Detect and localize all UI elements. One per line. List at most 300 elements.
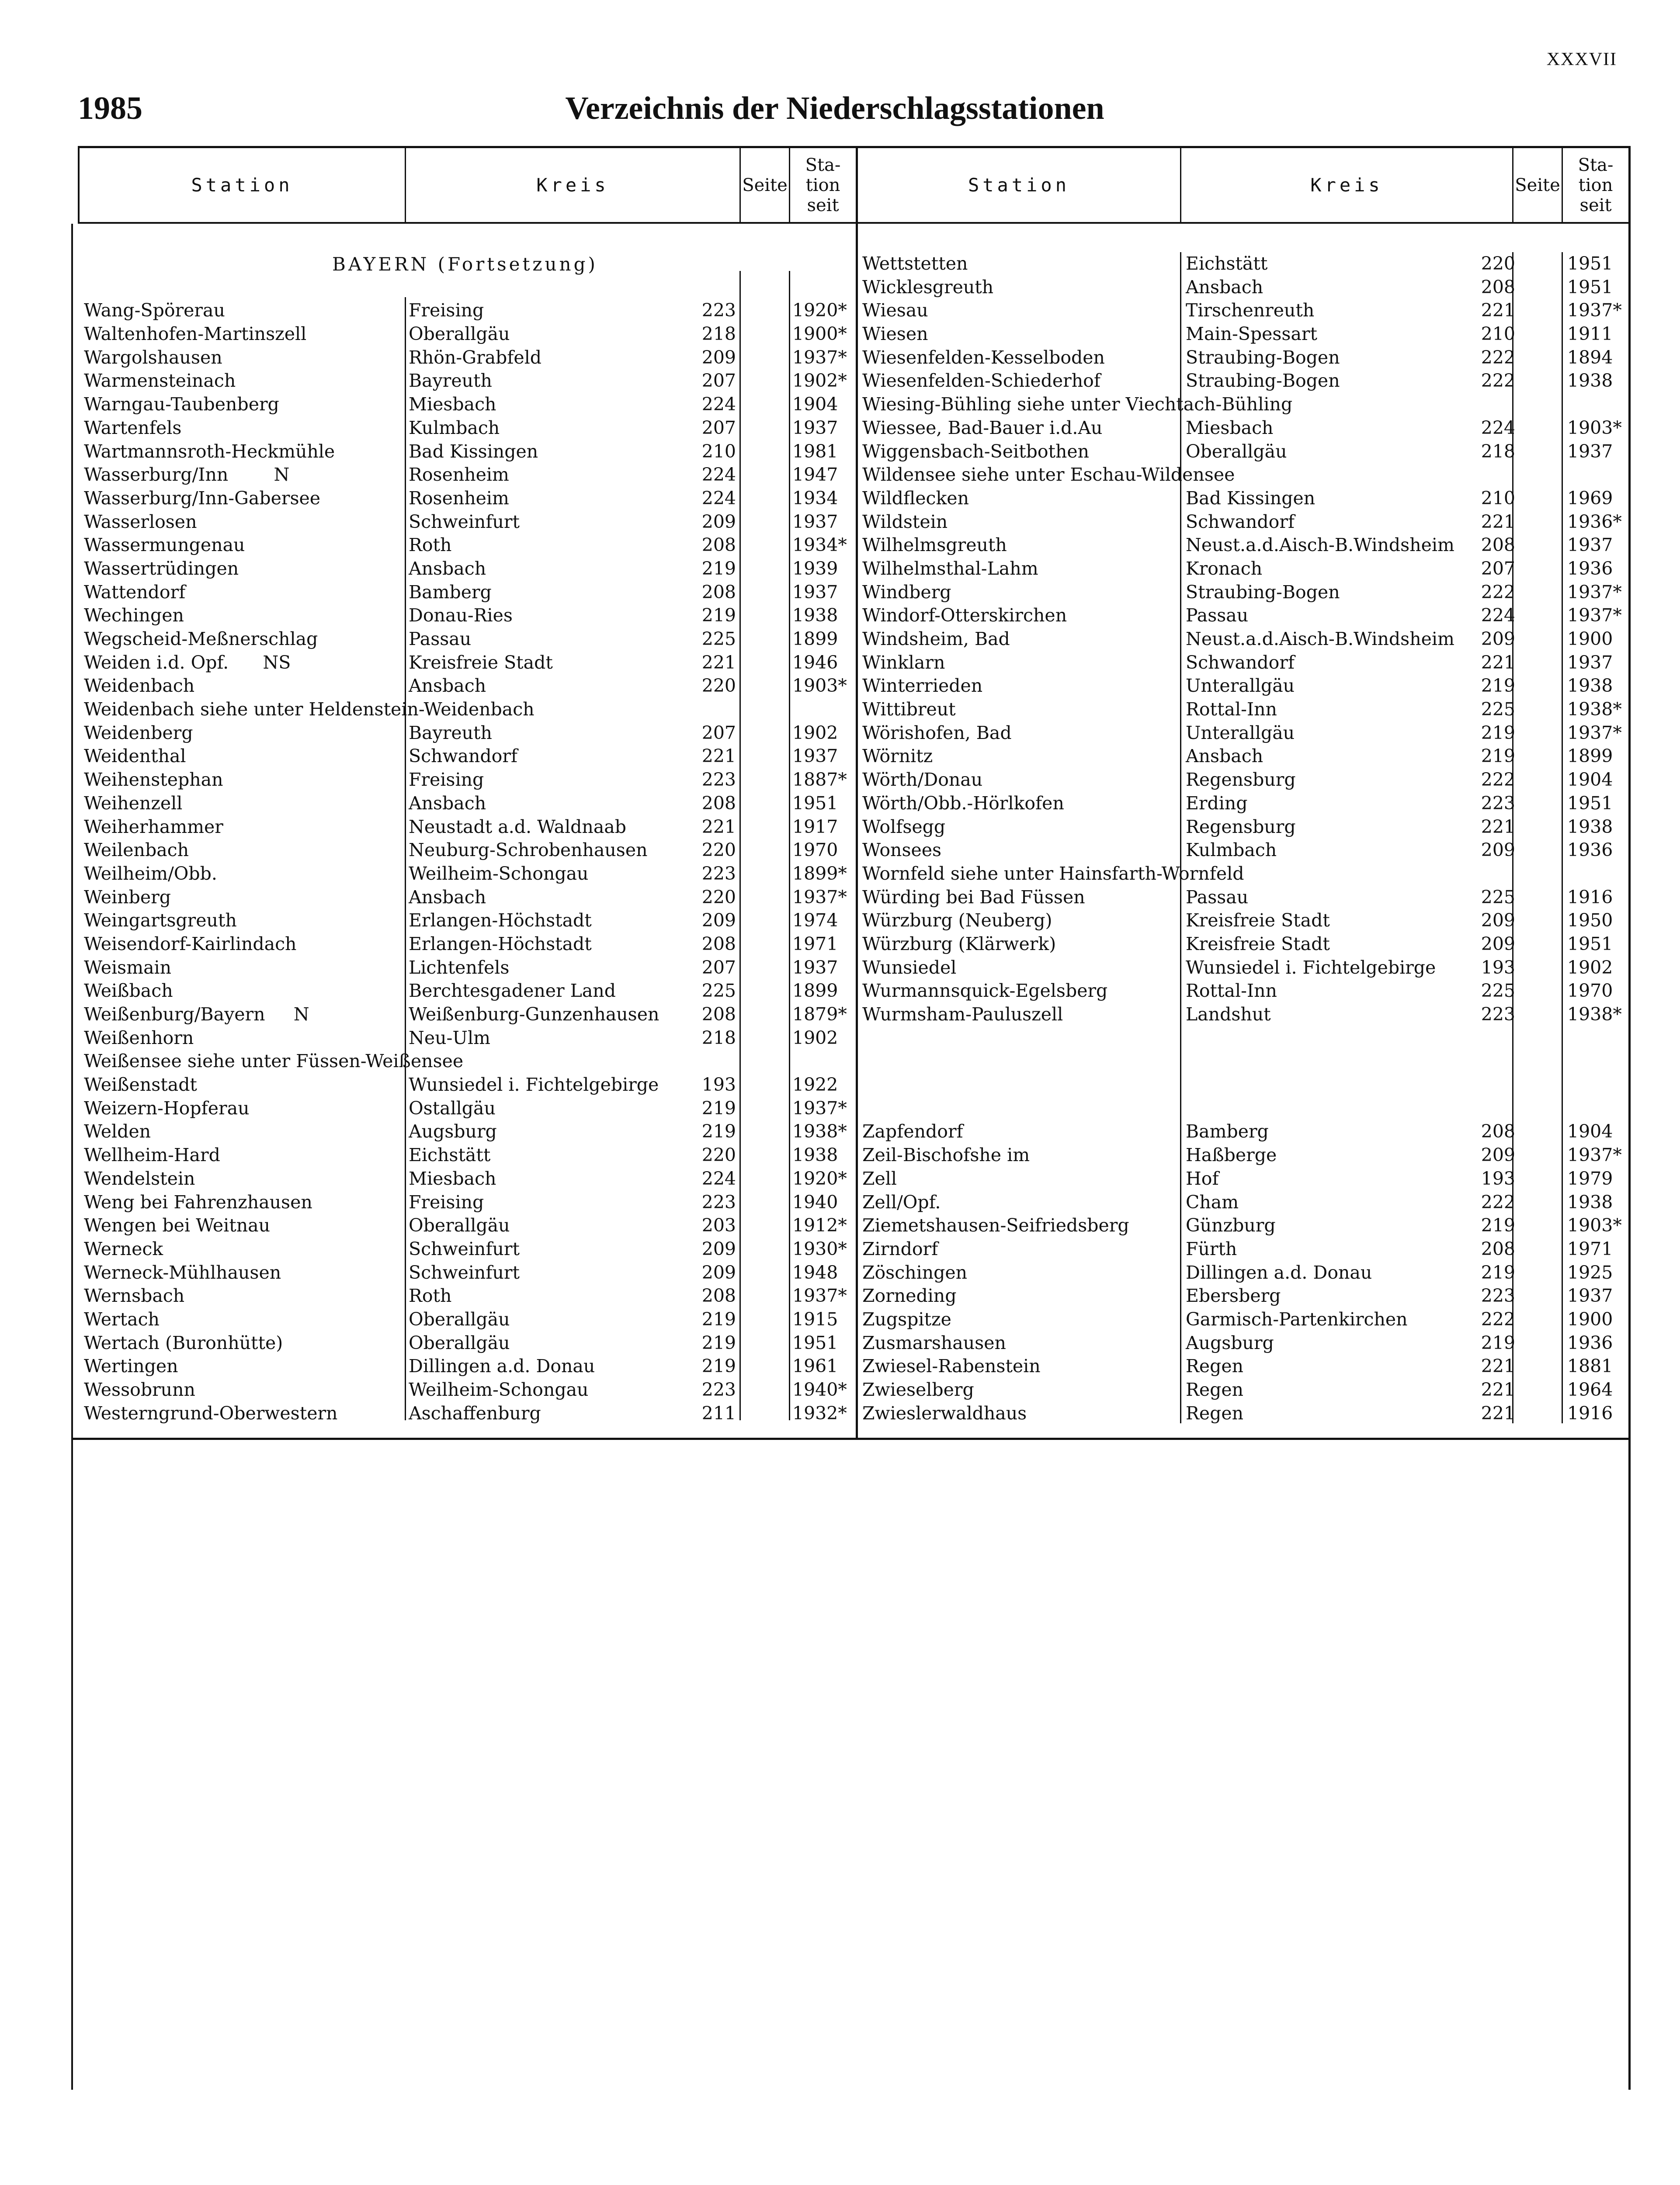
station-since-year: 1904	[1567, 1121, 1613, 1142]
table-row	[80, 1308, 856, 1332]
station-name: Wiessee, Bad-Bauer i.d.Au	[862, 417, 1103, 438]
station-since-year: 1937*	[792, 1097, 847, 1119]
station-since-year: 1948	[792, 1262, 838, 1283]
kreis-name: Donau-Ries	[409, 605, 513, 626]
seite-number: 219	[701, 1308, 736, 1330]
table-row	[80, 721, 856, 745]
seite-number: 221	[1481, 1402, 1515, 1424]
seite-number: 220	[701, 1145, 736, 1166]
seite-number: 225	[701, 628, 736, 649]
station-since-year: 1934	[792, 487, 838, 509]
table-row	[858, 979, 1628, 1003]
kreis-name: Dillingen a.d. Donau	[409, 1356, 595, 1377]
table-row	[858, 1073, 1628, 1097]
table-row	[80, 1050, 856, 1073]
station-since-year: 1920*	[792, 300, 847, 321]
seite-number: 221	[701, 652, 736, 673]
seite-number: 208	[701, 581, 736, 603]
station-since-year: 1937	[1567, 1285, 1613, 1307]
station-name: Weißenburg/Bayern N	[84, 1004, 309, 1025]
seite-number: 223	[1481, 792, 1515, 814]
kreis-name: Weißenburg-Gunzenhausen	[409, 1004, 660, 1025]
seite-number: 210	[1481, 323, 1515, 345]
table-row	[858, 886, 1628, 909]
year-label: 1985	[78, 90, 142, 126]
kreis-name: Oberallgäu	[409, 1332, 510, 1353]
kreis-name: Hof	[1186, 1168, 1219, 1189]
seite-number: 209	[701, 511, 736, 532]
header-seite-left: Seite	[742, 175, 788, 195]
seite-number: 208	[701, 1285, 736, 1307]
seite-number: 219	[1481, 675, 1515, 697]
station-since-year: 1950	[1567, 910, 1613, 931]
station-name: Weißbach	[84, 980, 173, 1002]
station-name: Weidenberg	[84, 722, 193, 743]
seite-number: 221	[701, 746, 736, 767]
station-since-year: 1970	[1567, 980, 1613, 1002]
station-name: Zöschingen	[862, 1262, 968, 1283]
seite-number: 224	[701, 487, 736, 509]
table-row	[858, 1167, 1628, 1191]
seite-number: 225	[701, 980, 736, 1002]
station-since-year: 1894	[1567, 347, 1613, 368]
seite-number: 222	[1481, 347, 1515, 368]
seite-number: 209	[1481, 1145, 1515, 1166]
station-since-year: 1938	[792, 1145, 838, 1166]
seite-number: 220	[701, 839, 736, 861]
seite-number: 209	[1481, 628, 1515, 649]
station-since-year: 1937*	[792, 886, 847, 908]
station-since-year: 1936	[1567, 1332, 1613, 1353]
seite-number: 225	[1481, 886, 1515, 908]
seite-number: 207	[701, 370, 736, 392]
seite-number: 220	[701, 886, 736, 908]
table-row	[80, 1027, 856, 1050]
station-name: Wertingen	[84, 1356, 178, 1377]
station-since-year: 1887*	[792, 769, 847, 791]
kreis-name: Augsburg	[409, 1121, 497, 1142]
table-row	[80, 651, 856, 675]
station-since-year: 1911	[1567, 323, 1613, 345]
station-name: Winterrieden	[862, 675, 983, 697]
table-row	[858, 369, 1628, 393]
cross-reference-text: Wildensee siehe unter Eschau-Wildensee	[862, 464, 1235, 486]
kreis-name: Schwandorf	[1186, 652, 1295, 673]
station-name: Wittibreut	[862, 699, 956, 720]
seite-number: 223	[701, 769, 736, 791]
station-since-year: 1937*	[1567, 581, 1622, 603]
kreis-name: Schweinfurt	[409, 511, 520, 532]
kreis-name: Neuburg-Schrobenhausen	[409, 839, 648, 861]
station-name: Wertach	[84, 1308, 160, 1330]
seite-number: 208	[701, 534, 736, 556]
kreis-name: Rosenheim	[409, 487, 509, 509]
table-row	[80, 1402, 856, 1425]
table-row	[858, 463, 1628, 487]
seite-number: 210	[701, 440, 736, 462]
station-name: Wolfsegg	[862, 816, 946, 837]
station-since-year: 1937*	[1567, 605, 1622, 626]
seite-number: 221	[1481, 1379, 1515, 1400]
kreis-name: Miesbach	[409, 1168, 496, 1189]
page-title: Verzeichnis der Niederschlagsstationen	[565, 90, 1104, 126]
kreis-name: Neust.a.d.Aisch-B.Windsheim	[1186, 534, 1454, 556]
station-name: Wiesau	[862, 300, 928, 321]
table-row	[80, 979, 856, 1003]
table-row	[858, 393, 1628, 416]
table-row	[80, 1144, 856, 1167]
station-since-year: 1937	[1567, 440, 1613, 462]
kreis-name: Ansbach	[409, 558, 486, 579]
kreis-name: Haßberge	[1186, 1145, 1277, 1166]
table-row	[80, 252, 856, 276]
kreis-name: Regen	[1186, 1379, 1244, 1400]
kreis-name: Rottal-Inn	[1186, 699, 1277, 720]
station-name: Windberg	[862, 581, 951, 603]
kreis-name: Kreisfreie Stadt	[1186, 933, 1330, 954]
seite-number: 209	[701, 910, 736, 931]
seite-number: 208	[1481, 534, 1515, 556]
station-since-year: 1900*	[792, 323, 847, 345]
kreis-name: Ebersberg	[1186, 1285, 1281, 1307]
kreis-name: Augsburg	[1186, 1332, 1274, 1353]
cross-reference-text: Weidenbach siehe unter Heldenstein-Weidenbach	[84, 699, 535, 720]
table-row	[858, 1191, 1628, 1214]
table-row	[858, 815, 1628, 839]
station-name: Wiggensbach-Seitbothen	[862, 440, 1090, 462]
table-row	[80, 1003, 856, 1027]
table-row	[80, 792, 856, 815]
kreis-name: Straubing-Bogen	[1186, 347, 1340, 368]
seite-number: 218	[701, 1027, 736, 1048]
seite-number: 224	[701, 1168, 736, 1189]
kreis-name: Kreisfreie Stadt	[409, 652, 553, 673]
table-row	[80, 1191, 856, 1214]
station-name: Wilhelmsthal-Lahm	[862, 558, 1038, 579]
kreis-name: Rosenheim	[409, 464, 509, 486]
seite-number: 209	[1481, 933, 1515, 954]
table-row	[80, 604, 856, 628]
table-row	[80, 933, 856, 956]
kreis-name: Wunsiedel i. Fichtelgebirge	[409, 1074, 659, 1096]
seite-number: 207	[1481, 558, 1515, 579]
station-name: Wettstetten	[862, 253, 968, 274]
station-since-year: 1946	[792, 652, 838, 673]
kreis-name: Bad Kissingen	[409, 440, 538, 462]
station-name: Würzburg (Neuberg)	[862, 910, 1052, 931]
station-name: Wörth/Obb.-Hörlkofen	[862, 792, 1064, 814]
station-since-year: 1915	[792, 1308, 838, 1330]
seite-number: 208	[1481, 1238, 1515, 1259]
seite-number: 223	[1481, 1004, 1515, 1025]
table-row	[80, 1214, 856, 1238]
station-name: Weidenbach	[84, 675, 195, 697]
table-row	[858, 839, 1628, 862]
table-row	[858, 1050, 1628, 1073]
table-row	[80, 909, 856, 933]
station-since-year: 1981	[792, 440, 838, 462]
station-since-year: 1902	[1567, 957, 1613, 978]
kreis-name: Aschaffenburg	[409, 1402, 541, 1424]
table-row	[858, 1308, 1628, 1332]
station-name: Wasserburg/Inn-Gabersee	[84, 487, 321, 509]
station-name: Wurmsham-Pauluszell	[862, 1004, 1063, 1025]
table-row	[858, 299, 1628, 323]
station-since-year: 1951	[1567, 276, 1613, 298]
station-name: Windorf-Otterskirchen	[862, 605, 1067, 626]
table-row	[80, 1284, 856, 1308]
table-row	[858, 933, 1628, 956]
kreis-name: Günzburg	[1186, 1215, 1276, 1236]
cross-reference-text: Wornfeld siehe unter Hainsfarth-Wornfeld	[862, 863, 1244, 884]
table-row	[80, 1355, 856, 1378]
station-since-year: 1938	[1567, 1191, 1613, 1213]
station-name: Wattendorf	[84, 581, 186, 603]
seite-number: 223	[701, 863, 736, 884]
header-station-seit-right: Sta- tion seit	[1578, 155, 1614, 215]
kreis-name: Bamberg	[409, 581, 492, 603]
station-since-year: 1934*	[792, 534, 847, 556]
seite-number: 222	[1481, 581, 1515, 603]
station-since-year: 1937*	[1567, 1145, 1622, 1166]
seite-number: 223	[701, 300, 736, 321]
seite-number: 211	[701, 1402, 736, 1424]
kreis-name: Straubing-Bogen	[1186, 581, 1340, 603]
kreis-name: Schweinfurt	[409, 1262, 520, 1283]
station-name: Wengen bei Weitnau	[84, 1215, 270, 1236]
station-name: Zwieslerwaldhaus	[862, 1402, 1027, 1424]
kreis-name: Fürth	[1186, 1238, 1237, 1259]
station-name: Werneck	[84, 1238, 163, 1259]
station-name: Wasserburg/Inn N	[84, 464, 290, 486]
kreis-name: Neu-Ulm	[409, 1027, 490, 1048]
seite-number: 223	[701, 1191, 736, 1213]
kreis-name: Erlangen-Höchstadt	[409, 910, 592, 931]
station-since-year: 1969	[1567, 487, 1613, 509]
table-row	[858, 862, 1628, 886]
station-name: Weißenhorn	[84, 1027, 194, 1048]
table-row	[858, 1214, 1628, 1238]
station-name: Zapfendorf	[862, 1121, 963, 1142]
header-kreis-left: Kreis	[536, 174, 609, 196]
station-name: Wendelstein	[84, 1168, 195, 1189]
station-since-year: 1881	[1567, 1356, 1613, 1377]
left-station-list	[80, 252, 856, 1425]
kreis-name: Eichstätt	[1186, 253, 1268, 274]
station-name: Weismain	[84, 957, 172, 978]
seite-number: 209	[1481, 910, 1515, 931]
seite-number: 220	[701, 675, 736, 697]
table-row	[858, 1120, 1628, 1144]
kreis-name: Roth	[409, 534, 452, 556]
seite-number: 221	[701, 816, 736, 837]
station-name: Zorneding	[862, 1285, 957, 1307]
kreis-name: Schweinfurt	[409, 1238, 520, 1259]
kreis-name: Regensburg	[1186, 769, 1296, 791]
station-name: Würding bei Bad Füssen	[862, 886, 1085, 908]
station-since-year: 1925	[1567, 1262, 1613, 1283]
station-since-year: 1917	[792, 816, 838, 837]
station-since-year: 1899	[792, 628, 838, 649]
kreis-name: Kronach	[1186, 558, 1263, 579]
station-name: Weiden i.d. Opf. NS	[84, 652, 291, 673]
station-since-year: 1951	[1567, 253, 1613, 274]
station-name: Warngau-Taubenberg	[84, 394, 279, 415]
station-since-year: 1936*	[1567, 511, 1622, 532]
kreis-name: Berchtesgadener Land	[409, 980, 616, 1002]
station-name: Weinberg	[84, 886, 171, 908]
table-row	[858, 1378, 1628, 1402]
seite-number: 222	[1481, 1191, 1515, 1213]
seite-number: 224	[701, 394, 736, 415]
kreis-name: Oberallgäu	[409, 323, 510, 345]
kreis-name: Landshut	[1186, 1004, 1271, 1025]
kreis-name: Lichtenfels	[409, 957, 510, 978]
station-since-year: 1932*	[792, 1402, 847, 1424]
table-row	[858, 1144, 1628, 1167]
seite-number: 218	[1481, 440, 1515, 462]
kreis-name: Weilheim-Schongau	[409, 863, 589, 884]
table-row	[858, 1238, 1628, 1261]
table-row	[858, 674, 1628, 698]
station-since-year: 1940	[792, 1191, 838, 1213]
station-since-year: 1937	[1567, 534, 1613, 556]
seite-number: 203	[701, 1215, 736, 1236]
kreis-name: Eichstätt	[409, 1145, 491, 1166]
kreis-name: Schwandorf	[409, 746, 518, 767]
kreis-name: Unterallgäu	[1186, 675, 1295, 697]
seite-number: 225	[1481, 980, 1515, 1002]
table-row	[80, 862, 856, 886]
kreis-name: Regensburg	[1186, 816, 1296, 837]
kreis-name: Bamberg	[1186, 1121, 1269, 1142]
table-row	[858, 1003, 1628, 1027]
station-since-year: 1904	[1567, 769, 1613, 791]
table-row	[80, 1167, 856, 1191]
station-since-year: 1912*	[792, 1215, 847, 1236]
station-name: Wildstein	[862, 511, 948, 532]
header-station-left: Station	[191, 174, 293, 196]
station-since-year: 1971	[792, 933, 838, 954]
station-since-year: 1937*	[1567, 300, 1622, 321]
table-row	[858, 346, 1628, 370]
kreis-name: Miesbach	[1186, 417, 1274, 438]
station-name: Waltenhofen-Martinszell	[84, 323, 307, 345]
table-row	[858, 1261, 1628, 1285]
station-name: Wartmannsroth-Heckmühle	[84, 440, 335, 462]
table-row	[858, 604, 1628, 628]
station-name: Westerngrund-Oberwestern	[84, 1402, 338, 1424]
seite-number: 209	[701, 347, 736, 368]
kreis-name: Kulmbach	[409, 417, 500, 438]
station-name: Weisendorf-Kairlindach	[84, 933, 297, 954]
station-name: Wessobrunn	[84, 1379, 195, 1400]
table-row	[80, 581, 856, 604]
kreis-name: Regen	[1186, 1402, 1244, 1424]
seite-number: 219	[701, 1356, 736, 1377]
station-name: Weingartsgreuth	[84, 910, 237, 931]
table-row	[858, 651, 1628, 675]
seite-number: 221	[1481, 652, 1515, 673]
table-row	[858, 768, 1628, 792]
table-row	[80, 1261, 856, 1285]
kreis-name: Bad Kissingen	[1186, 487, 1316, 509]
station-since-year: 1902	[792, 1027, 838, 1048]
station-name: Wegscheid-Meßnerschlag	[84, 628, 318, 649]
kreis-name: Bayreuth	[409, 370, 492, 392]
seite-number: 221	[1481, 300, 1515, 321]
right-station-list	[858, 252, 1628, 1425]
table-row	[858, 1402, 1628, 1425]
kreis-name: Freising	[409, 300, 484, 321]
kreis-name: Oberallgäu	[409, 1215, 510, 1236]
header-station-right: Station	[968, 174, 1070, 196]
table-row	[80, 393, 856, 416]
kreis-name: Weilheim-Schongau	[409, 1379, 589, 1400]
station-name: Wurmannsquick-Egelsberg	[862, 980, 1108, 1002]
kreis-name: Ansbach	[409, 675, 486, 697]
station-name: Wassertrüdingen	[84, 558, 239, 579]
station-name: Zell/Opf.	[862, 1191, 941, 1213]
table-row	[858, 581, 1628, 604]
kreis-name: Kreisfreie Stadt	[1186, 910, 1330, 931]
kreis-name: Passau	[409, 628, 472, 649]
table-row	[858, 276, 1628, 299]
kreis-name: Cham	[1186, 1191, 1239, 1213]
station-name: Ziemetshausen-Seifriedsberg	[862, 1215, 1129, 1236]
seite-number: 223	[1481, 1285, 1515, 1307]
station-name: Windsheim, Bad	[862, 628, 1010, 649]
table-row	[858, 252, 1628, 276]
seite-number: 224	[1481, 417, 1515, 438]
kreis-name: Dillingen a.d. Donau	[1186, 1262, 1372, 1283]
table-row	[80, 534, 856, 557]
seite-number: 221	[1481, 511, 1515, 532]
station-name: Zwieselberg	[862, 1379, 974, 1400]
table-row	[858, 1284, 1628, 1308]
station-since-year: 1937	[792, 417, 838, 438]
header-kreis-right: Kreis	[1310, 174, 1383, 196]
seite-number: 209	[701, 1262, 736, 1283]
page-number: XXXVII	[1546, 49, 1617, 69]
station-name: Wassermungenau	[84, 534, 245, 556]
station-since-year: 1930*	[792, 1238, 847, 1259]
table-row	[80, 276, 856, 299]
seite-number: 208	[701, 792, 736, 814]
kreis-name: Ansbach	[1186, 276, 1263, 298]
table-row	[80, 745, 856, 768]
station-name: Wiesenfelden-Schiederhof	[862, 370, 1101, 392]
station-since-year: 1938	[1567, 675, 1613, 697]
station-since-year: 1899	[1567, 746, 1613, 767]
station-since-year: 1902	[792, 722, 838, 743]
cross-reference-text: Weißensee siehe unter Füssen-Weißensee	[84, 1051, 464, 1072]
seite-number: 208	[701, 933, 736, 954]
station-since-year: 1937	[792, 957, 838, 978]
station-since-year: 1938*	[792, 1121, 847, 1142]
seite-number: 223	[701, 1379, 736, 1400]
station-name: Weißenstadt	[84, 1074, 197, 1096]
table-row	[80, 1238, 856, 1261]
kreis-name: Ansbach	[1186, 746, 1263, 767]
table-row	[80, 1073, 856, 1097]
table-row	[80, 557, 856, 581]
table-row	[80, 815, 856, 839]
table-row	[858, 323, 1628, 346]
header-station-seit-left: Sta- tion seit	[805, 155, 841, 215]
station-name: Wonsees	[862, 839, 942, 861]
table-row	[80, 698, 856, 721]
